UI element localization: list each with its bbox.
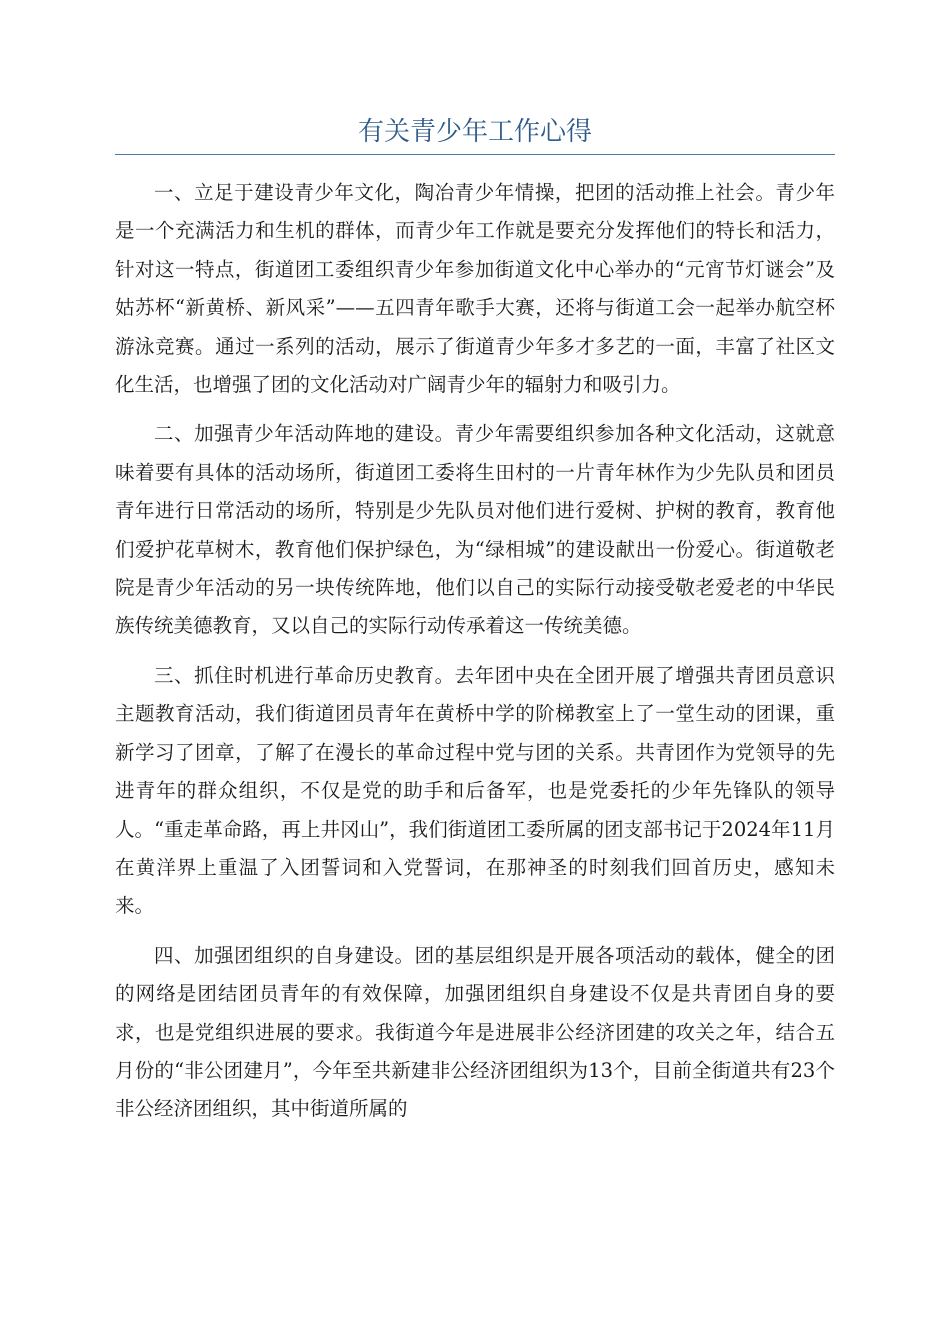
- paragraph-2: 二、加强青少年活动阵地的建设。青少年需要组织参加各种文化活动，这就意味着要有具体的活动场所，街道团工委将生田村的一片青年林作为少先队员和团员青年进行日常活动的场所，特别是少先队员对他们进行爱树、护树的教育，教育他们爱护花草树木，教育他们保护绿色，为“绿相城”的建设献出一份爱心。街道敬老院是青少年活动的另一块传统阵地，他们以自己的实际行动接受敬老爱老的中华民族传统美德教育，又以自己的实际行动传承着这一传统美德。: [115, 422, 835, 638]
- title-underline: [115, 154, 835, 155]
- paragraph-3: 三、抓住时机进行革命历史教育。去年团中央在全团开展了增强共青团员意识主题教育活动，我们街道团员青年在黄桥中学的阶梯教室上了一堂生动的团课，重新学习了团章，了解了在漫长的革命过程中党与团的关系。共青团作为党领导的先进青年的群众组织，不仅是党的助手和后备军，也是党委托的少年先锋队的领导人。“重走革命路，再上井冈山”，我们街道团工委所属的团支部书记于2024年11月在黄洋界上重温了入团誓词和入党誓词，在那神圣的时刻我们回首历史，感知未来。: [115, 663, 835, 918]
- paragraph-1: 一、立足于建设青少年文化，陶冶青少年情操，把团的活动推上社会。青少年是一个充满活力和生机的群体，而青少年工作就是要充分发挥他们的特长和活力，针对这一特点，街道团工委组织青少年参加街道文化中心举办的“元宵节灯谜会”及姑苏杯“新黄桥、新风采”——五四青年歌手大赛，还将与街道工会一起举办航空杯游泳竞赛。通过一系列的活动，展示了街道青少年多才多艺的一面，丰富了社区文化生活，也增强了团的文化活动对广阔青少年的辐射力和吸引力。: [115, 181, 835, 397]
- paragraph-4: 四、加强团组织的自身建设。团的基层组织是开展各项活动的载体，健全的团的网络是团结团员青年的有效保障，加强团组织自身建设不仅是共青团自身的要求，也是党组织进展的要求。我街道今年是进展非公经济团建的攻关之年，结合五月份的“非公团建月”，今年至共新建非公经济团组织为13个，目前全街道共有23个非公经济团组织，其中街道所属的: [115, 943, 835, 1121]
- document-body: [115, 174, 835, 1140]
- document-title: 有关青少年工作心得: [357, 117, 592, 147]
